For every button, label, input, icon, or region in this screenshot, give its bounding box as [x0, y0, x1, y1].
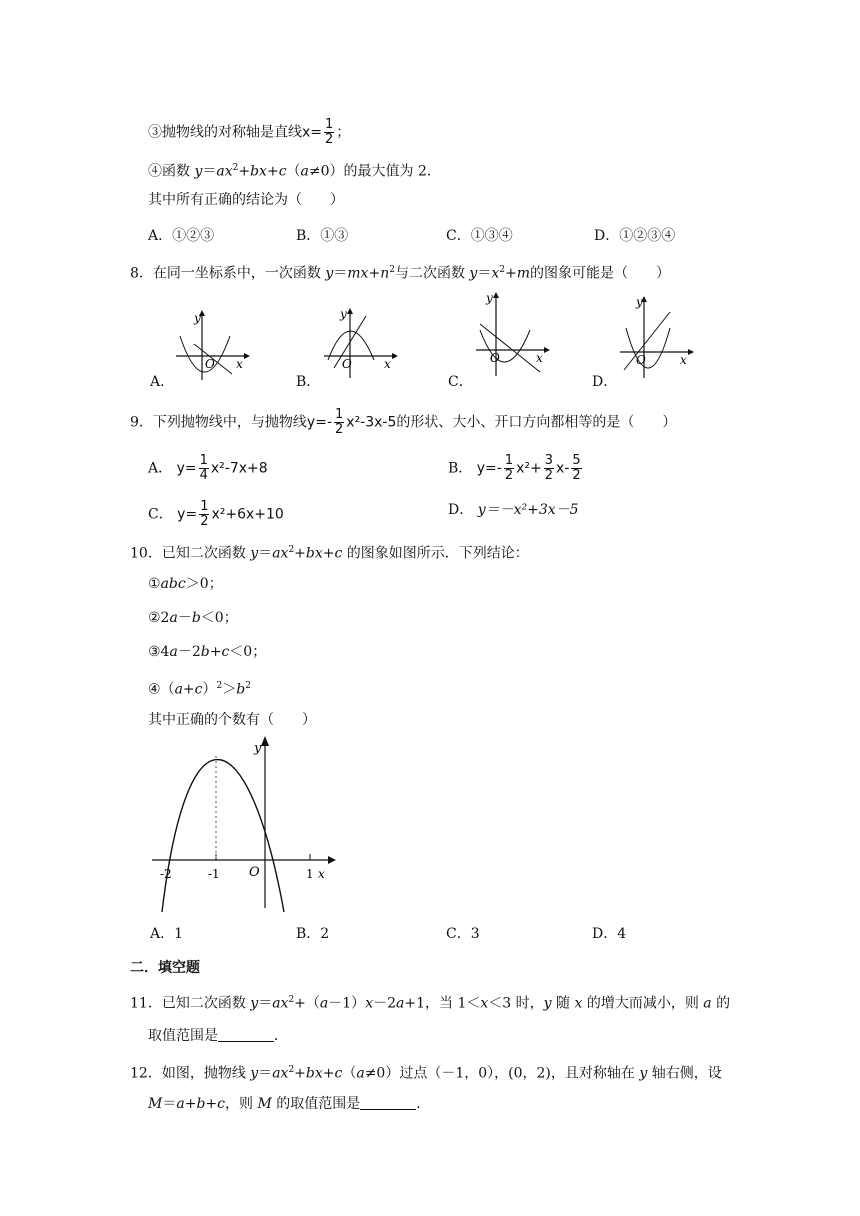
q10-stem: 10．已知二次函数 $y=ax^2+bx+c$ 的图象如图所示．下列结论： — [130, 545, 529, 562]
q8-graph-a — [172, 308, 252, 384]
q12-line-2: M＝a+b+c，则 M 的取值范围是 ． — [148, 1096, 431, 1112]
q12-answer-blank[interactable] — [360, 1095, 416, 1110]
q10-graph-y-label: y — [254, 741, 262, 756]
q8-graph-c — [472, 290, 552, 382]
q8-graph-b — [320, 306, 400, 382]
q10-graph-x-label: x — [318, 867, 325, 881]
q7-item-3: ③抛物线的对称轴是直线x= $\frac{1}{2}$ ； — [148, 117, 351, 147]
q10-option-b[interactable]: B．2 — [296, 926, 330, 942]
q8-graph-d — [616, 294, 696, 382]
q8-option-c-label[interactable]: C． — [448, 374, 473, 390]
q8-option-b-label[interactable]: B． — [296, 374, 321, 390]
q10-item-1: ①abc＞0； — [148, 576, 223, 592]
q8-c-origin: O — [490, 351, 500, 365]
q8-c-y-label: y — [486, 291, 493, 305]
q9-option-a[interactable]: A． y= $\frac{1}{4}$ x²-7x+8 — [148, 453, 268, 483]
q8-a-origin: O — [205, 357, 215, 371]
q10-option-d[interactable]: D．4 — [592, 926, 627, 942]
q8-a-y-label: y — [194, 311, 201, 325]
q8-option-d-label[interactable]: D． — [592, 374, 618, 390]
q8-d-y-label: y — [636, 295, 643, 309]
q10-graph-tick-1: 1 — [306, 867, 314, 881]
q10-graph-origin: O — [249, 865, 260, 880]
q8-c-x-label: x — [536, 351, 543, 365]
q11-line-1: 11．已知二次函数 $y=ax^2+(a-1)x-2a+1$，当 1＜x＜3 时，y 随 x 的增大而减小，则 a 的 — [130, 995, 731, 1012]
q9-option-d[interactable]: D． y＝－x²+3x－5 — [448, 502, 579, 518]
q10-item-2: ②2a－b＜0； — [148, 610, 238, 626]
q10-parabola-graph — [150, 734, 340, 914]
q9-option-c[interactable]: C． y= $\frac{1}{2}$ x²+6x+10 — [148, 499, 284, 529]
q8-b-y-label: y — [340, 307, 347, 321]
q10-item-4: $④(a+c)^2>b^2$ — [148, 681, 251, 698]
q8-stem: 8．在同一坐标系中，一次函数 $y=mx+n^2$与二次函数 $y=x^2+m$的图象可能是（ ） — [130, 265, 670, 282]
q8-b-x-label: x — [384, 357, 391, 371]
q7-option-a[interactable]: A．①②③ — [148, 228, 215, 244]
q8-option-a-label[interactable]: A． — [150, 374, 175, 390]
q12-line-1: 12．如图，抛物线 $y=ax^2+bx+c(a\ne 0)$过点（－1，0），(0，2)，且对称轴在 y 轴右侧，设 — [130, 1065, 722, 1082]
q11-line-2: 取值范围是 ． — [148, 1028, 288, 1044]
q7-option-b[interactable]: B．①③ — [296, 228, 349, 244]
q10-option-a[interactable]: A．1 — [150, 926, 184, 942]
q10-option-c[interactable]: C．3 — [446, 926, 480, 942]
q8-a-x-label: x — [236, 357, 243, 371]
q9-option-b[interactable]: B． y=- $\frac{1}{2}$ x²+ $\frac{3}{2}$ x- $\frac{5}{2}$ — [448, 453, 581, 483]
q8-d-x-label: x — [680, 353, 687, 367]
q11-answer-blank[interactable] — [218, 1027, 274, 1042]
section-title-fill-in: 二．填空题 — [130, 960, 200, 976]
q10-graph-tick-neg2: -2 — [160, 867, 172, 881]
q10-stem-2: 其中正确的个数有（ ） — [148, 712, 316, 728]
q9-stem: 9．下列抛物线中，与抛物线y=- $\frac{1}{2}$ x²-3x-5的形状、大小、开口方向都相等的是（ ） — [130, 407, 677, 437]
q8-d-origin: O — [636, 353, 646, 367]
q8-b-origin: O — [342, 357, 352, 371]
q7-option-c[interactable]: C．①③④ — [446, 228, 513, 244]
q10-item-3: ③4a－2b+c＜0； — [148, 644, 267, 660]
q7-stem: 其中所有正确的结论为（ ） — [148, 192, 344, 208]
q7-item-4: ④函数 $y=ax^2+bx+c(a\ne 0)$的最大值为 2． — [148, 163, 441, 180]
q10-graph-tick-neg1: -1 — [208, 867, 220, 881]
q7-option-d[interactable]: D．①②③④ — [594, 228, 676, 244]
